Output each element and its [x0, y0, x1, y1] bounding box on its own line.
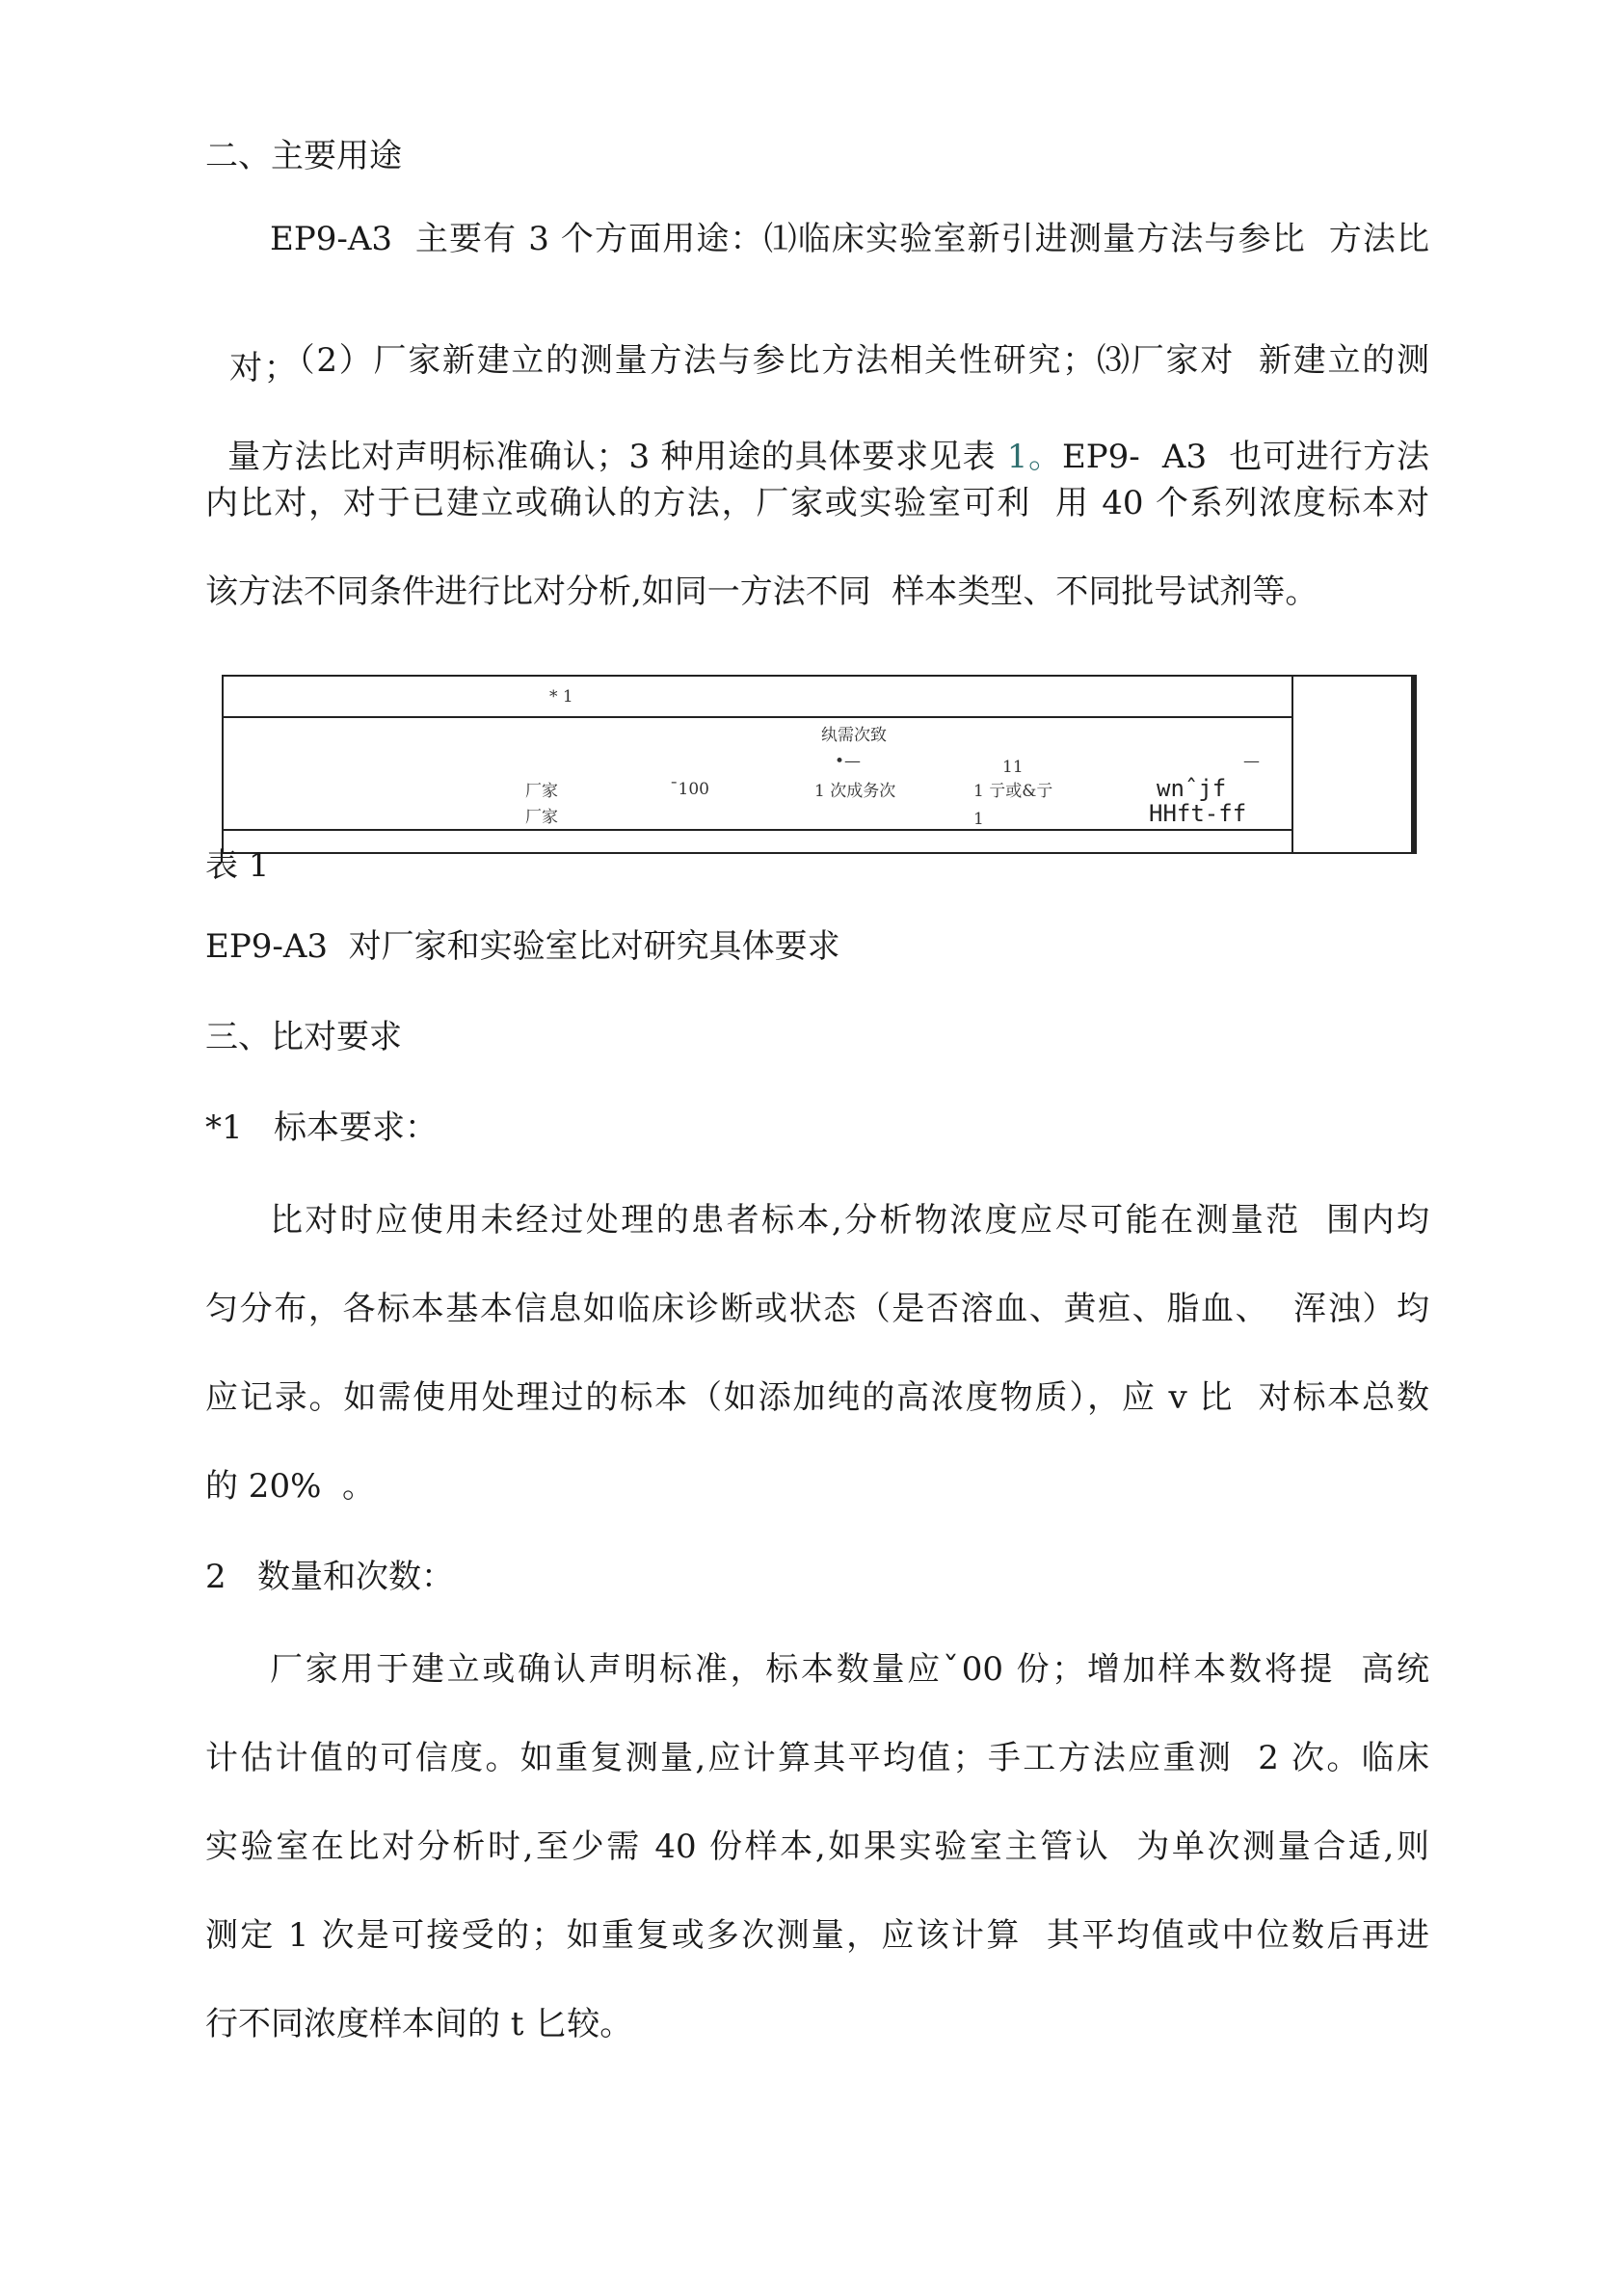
- usage-paragraph-line-2-start: 对；: [229, 349, 297, 387]
- table-1-cell-tiger: 1 亍或&亍: [973, 782, 1053, 801]
- table-1-cell-wn: wnˆjf: [1157, 775, 1227, 802]
- quantity-paragraph-line-5: 行不同浓度样本间的 t 匕较。: [205, 2005, 633, 2043]
- usage-paragraph-line-3-end: EP9- A3 也可进行方法: [1061, 438, 1429, 476]
- section-heading-usage: 二、主要用途: [205, 137, 402, 175]
- table-1-inner-border: [1291, 675, 1293, 854]
- usage-paragraph-line-4: 内比对，对于已建立或确认的方法，厂家或实验室可利 用 40 个系列浓度标本对: [205, 484, 1429, 522]
- table-1-frame: [222, 675, 1417, 854]
- subheading-quantity: 2 数量和次数：: [205, 1558, 455, 1596]
- sample-paragraph-line-2: 匀分布，各标本基本信息如临床诊断或状态（是否溶血、黄疸、脂血、 浑浊）均: [205, 1290, 1429, 1328]
- usage-paragraph-line-1: EP9-A3 主要有 3 个方面用途：⑴临床实验室新引进测量方法与参比 方法比: [270, 220, 1429, 258]
- table-1-cell-one: 1: [973, 810, 984, 829]
- table-1-cell-maker-1: 厂家: [525, 782, 558, 801]
- table-1-bottom-divider: [222, 829, 1293, 831]
- sample-paragraph-line-3: 应记录。如需使用处理过的标本（如添加纯的高浓度物质），应 v 比 对标本总数: [205, 1378, 1429, 1417]
- table-1-cell-maker-2: 厂家: [525, 808, 558, 827]
- table-1-header: * 1: [549, 687, 573, 707]
- quantity-paragraph-line-4: 测定 1 次是可接受的；如重复或多次测量，应该计算 其平均值或中位数后再进: [205, 1916, 1429, 1955]
- table-title: EP9-A3 对厂家和实验室比对研究具体要求: [205, 927, 840, 966]
- table-1-cell-100: ˉ100: [670, 780, 709, 799]
- usage-paragraph-line-3: [205, 393, 1429, 478]
- table-caption: 表 1: [205, 846, 270, 885]
- sample-paragraph-line-1: 比对时应使用未经过处理的患者标本,分析物浓度应尽可能在测量范 围内均: [270, 1201, 1429, 1240]
- quantity-paragraph-line-3: 实验室在比对分析时,至少需 40 份样本,如果实验室主管认 为单次测量合适,则: [205, 1828, 1429, 1866]
- section-heading-comparison: 三、比对要求: [205, 1018, 402, 1056]
- table-1-cell-11: 11: [1002, 758, 1024, 777]
- table-1-right-border-thick: [1411, 675, 1415, 854]
- sample-paragraph-line-4: 的 20% 。: [205, 1467, 375, 1506]
- table-1-header-divider: [222, 716, 1293, 718]
- table-1-cell-hh: HHft-ff: [1149, 800, 1247, 827]
- subheading-sample-requirements: *1 标本要求：: [205, 1108, 439, 1147]
- usage-paragraph-line-5: 该方法不同条件进行比对分析,如同一方法不同 样本类型、不同批号试剂等。: [205, 573, 1318, 611]
- usage-paragraph-line-2: [205, 305, 1429, 389]
- usage-paragraph-line-3-start: 量方法比对声明标准确认；3 种用途的具体要求见表: [227, 438, 1007, 476]
- quantity-paragraph-line-1: 厂家用于建立或确认声明标准，标本数量应ˇ00 份；增加样本数将提 高统: [270, 1650, 1429, 1689]
- table-1-cell-times: 纨需次致: [821, 726, 887, 745]
- quantity-paragraph-line-2: 计估计值的可信度。如重复测量,应计算其平均值；手工方法应重测 2 次。临床: [205, 1739, 1429, 1777]
- table-1-cell-dash: •—: [835, 752, 862, 771]
- table-1-cell-dash-right: —: [1243, 752, 1260, 771]
- table-reference-link: 1。: [1006, 438, 1062, 476]
- table-1-cell-once: 1 次成务次: [814, 782, 896, 801]
- usage-paragraph-line-2-rest: （2）厂家新建立的测量方法与参比方法相关性研究；⑶厂家对 新建立的测: [296, 341, 1430, 380]
